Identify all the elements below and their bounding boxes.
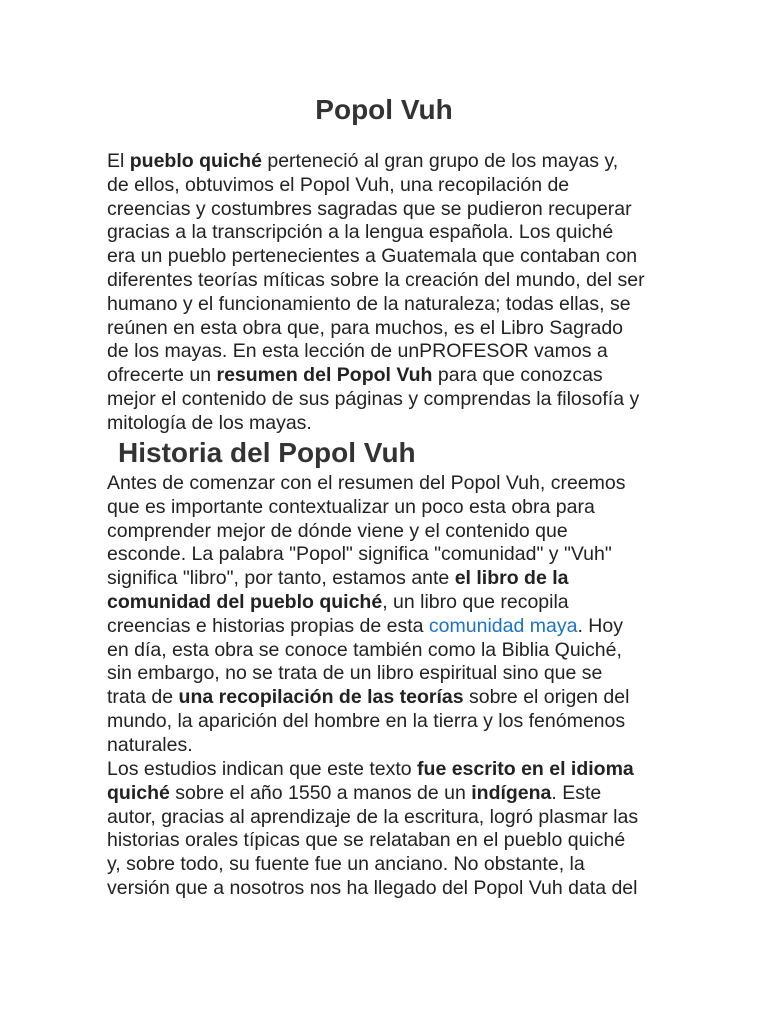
comunidad-maya-link[interactable]: comunidad maya [423, 614, 578, 637]
bold-text: comunidad del pueblo quiché [107, 590, 383, 613]
text-line: mitología de los mayas. [107, 411, 312, 434]
text-line: autor, gracias al aprendizaje de la escritura, logró plasmar las [107, 805, 639, 828]
history-paragraph [107, 472, 667, 758]
text-line: en día, esta obra se conoce también como la Biblia Quiché, [107, 638, 622, 661]
text-line: quiché sobre el año 1550 a manos de un indígena. Este [107, 781, 602, 804]
text-line: significa "libro", por tanto, estamos ante el libro de la [107, 567, 569, 590]
text-line: humano y el funcionamiento de la naturaleza; todas ellas, se [107, 292, 631, 315]
text-line: esconde. La palabra "Popol" significa "comunidad" y "Vuh" [107, 543, 612, 566]
section-heading: Historia del Popol Vuh [118, 437, 416, 468]
text-line: naturales. [107, 733, 193, 756]
bold-text: una recopilación de las teorías [178, 686, 464, 709]
text-line: que es importante contextualizar un poco esta obra para [107, 495, 595, 518]
text-line: El pueblo quiché perteneció al gran grupo de los mayas y, [107, 150, 619, 172]
text-line: historias orales típicas que se relataban en el pueblo quiché [107, 829, 626, 852]
text-line: de los mayas. En esta lección de unPROFESOR vamos a [107, 340, 608, 363]
text-line: Antes de comenzar con el resumen del Popol Vuh, creemos [107, 472, 626, 494]
text-line: reúnen en esta obra que, para muchos, es el Libro Sagrado [107, 316, 624, 339]
bold-text: quiché [107, 781, 170, 804]
text-line: de ellos, obtuvimos el Popol Vuh, una recopilación de [107, 173, 570, 196]
bold-text: fue escrito en el idioma [417, 758, 634, 780]
text-line: mundo, la aparición del hombre en la tierra y los fenómenos [107, 709, 626, 732]
text-line: mejor el contenido de sus páginas y comprendas la filosofía y [107, 387, 640, 410]
text-line: Los estudios indican que este texto fue escrito en el idioma [107, 758, 634, 780]
text-line: versión que a nosotros nos ha llegado del Popol Vuh data del [107, 876, 638, 899]
text-line: comprender mejor de dónde viene y el contenido que [107, 519, 568, 542]
text-line: diferentes teorías míticas sobre la creación del mundo, del ser [107, 268, 645, 291]
text-line: ofrecerte un resumen del Popol Vuh para que conozcas [107, 364, 603, 387]
text-line: creencias y costumbres sagradas que se pudieron recuperar [107, 197, 632, 220]
text-line: y, sobre todo, su fuente fue un anciano. No obstante, la [107, 853, 585, 876]
bold-text: pueblo quiché [129, 150, 262, 172]
page-title: Popol Vuh [315, 94, 453, 125]
text-line: gracias a la transcripción a la lengua española. Los quiché [107, 221, 614, 244]
bold-text: resumen del Popol Vuh [216, 364, 433, 387]
bold-text: indígena [471, 781, 552, 804]
bold-text: el libro de la [454, 567, 569, 590]
text-line: creencias e historias propias de esta comunidad maya. Hoy [107, 614, 623, 637]
text-line: comunidad del pueblo quiché, un libro que recopila [107, 590, 569, 613]
authorship-paragraph [107, 758, 667, 901]
intro-paragraph [107, 150, 667, 436]
text-line: era un pueblo pertenecientes a Guatemala que contaban con [107, 245, 638, 268]
text-line: sin embargo, no se trata de un libro espiritual sino que se [107, 662, 603, 685]
text-line: trata de una recopilación de las teorías sobre el origen del [107, 686, 630, 709]
